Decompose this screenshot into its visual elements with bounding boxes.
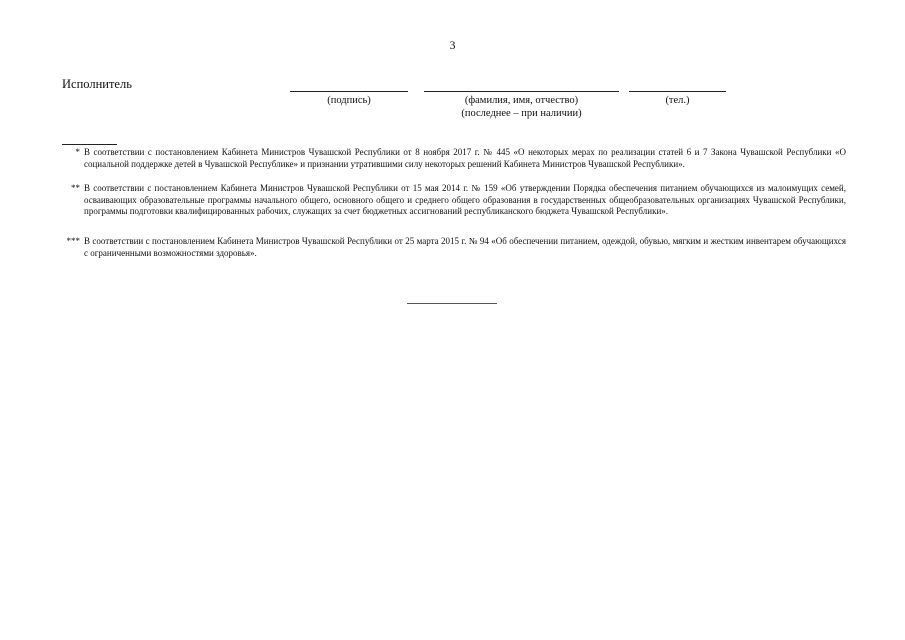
footnote-2 [62,183,846,218]
footnote-2-mark: ** [71,183,80,193]
footnote-1-text: В соответствии с постановлением Кабинета Министров Чувашской Республики от 8 ноября 2017 г. № 445 «О некоторых мерах по реализации статей 6 и 7 Закона Чувашской Республики «О социальной поддержке детей в Чувашской Республике» и признании утратившими силу некоторых решений Кабинета Министров Чувашской Республики». [84,147,846,169]
end-of-document-line [407,303,497,304]
signature-caption: (подпись) [327,95,371,106]
phone-caption: (тел.) [665,95,690,106]
executor-label: Исполнитель [62,77,132,91]
footnote-2-text: В соответствии с постановлением Кабинета Министров Чувашской Республики от 15 мая 2014 г. № 159 «Об утверждении Порядка обеспечения питанием обучающихся из малоимущих семей, осваивающих образовательные программы начального общего, основного общего и среднего общего образования в государственных общеобразовательных организациях Чувашской Республики, программы подготовки квалифицированных рабочих, служащих за счет бюджетных ассигнований республиканского бюджета Чувашской Республики». [84,183,846,217]
full-name-line [424,91,619,92]
footnote-3 [62,236,846,259]
footnote-1-mark: * [75,147,80,157]
footnote-separator [62,144,117,145]
footnote-3-mark: *** [66,236,80,246]
footnote-1 [62,147,846,170]
phone-line [629,91,726,92]
full-name-caption-line2: (последнее – при наличии) [461,108,582,119]
signature-line [290,91,408,92]
page-number: 3 [449,38,456,52]
full-name-caption-line1: (фамилия, имя, отчество) [464,95,579,106]
full-name-caption [414,94,629,120]
footnote-3-text: В соответствии с постановлением Кабинета Министров Чувашской Республики от 25 марта 2015 г. № 94 «Об обеспечении питанием, одеждой, обувью, мягким и жестким инвентарем обучающихся с ограниченными возможностями здоровья». [84,236,846,258]
